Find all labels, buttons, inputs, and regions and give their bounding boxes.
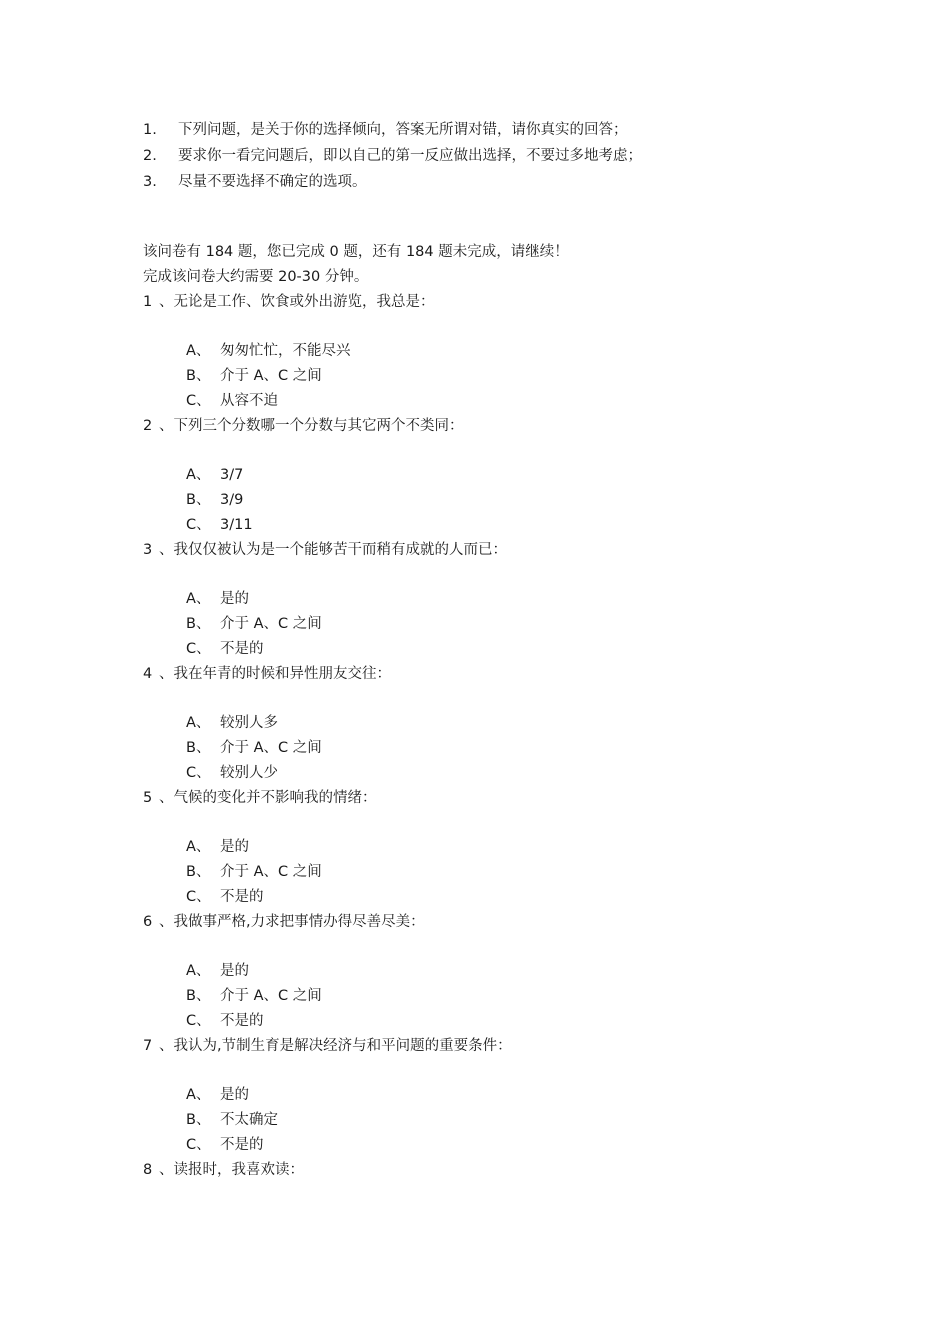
question-number: 7 xyxy=(143,1038,153,1054)
option-c[interactable] xyxy=(143,637,512,662)
question-title xyxy=(143,538,512,563)
question-text: 、我认为,节制生育是解决经济与和平问题的重要条件： xyxy=(159,1038,512,1054)
option-b[interactable] xyxy=(143,736,512,761)
option-text: 不是的 xyxy=(220,1137,264,1153)
option-text: 3/7 xyxy=(220,467,244,483)
option-text: 3/11 xyxy=(220,517,253,533)
option-c[interactable] xyxy=(143,761,512,786)
option-a[interactable] xyxy=(143,711,512,736)
question-title xyxy=(143,290,512,315)
option-letter: C、 xyxy=(186,393,211,409)
option-text: 是的 xyxy=(220,839,249,855)
option-text: 不是的 xyxy=(220,889,264,905)
question-title xyxy=(143,1158,512,1183)
question-title xyxy=(143,662,512,687)
option-text: 不太确定 xyxy=(220,1112,278,1128)
question-item xyxy=(143,1158,512,1183)
option-text: 不是的 xyxy=(220,1013,264,1029)
question-number: 8 xyxy=(143,1162,153,1178)
question-item xyxy=(143,290,512,414)
option-letter: B、 xyxy=(186,616,211,632)
option-letter: C、 xyxy=(186,1137,211,1153)
option-text: 匆匆忙忙，不能尽兴 xyxy=(220,343,351,359)
option-letter: B、 xyxy=(186,988,211,1004)
question-number: 3 xyxy=(143,542,153,558)
question-text: 、我在年青的时候和异性朋友交往： xyxy=(159,666,391,682)
option-letter: C、 xyxy=(186,641,211,657)
option-text: 介于 A、C 之间 xyxy=(220,616,322,632)
question-title xyxy=(143,1034,512,1059)
option-text: 是的 xyxy=(220,963,249,979)
option-letter: A、 xyxy=(186,343,211,359)
instruction-text: 要求你一看完问题后，即以自己的第一反应做出选择，不要过多地考虑； xyxy=(178,148,642,164)
option-b[interactable] xyxy=(143,612,512,637)
question-item xyxy=(143,662,512,786)
option-text: 介于 A、C 之间 xyxy=(220,368,322,384)
question-number: 1 xyxy=(143,294,153,310)
option-b[interactable] xyxy=(143,1108,512,1133)
question-text: 、下列三个分数哪一个分数与其它两个不类同： xyxy=(159,418,464,434)
option-letter: A、 xyxy=(186,839,211,855)
option-a[interactable] xyxy=(143,1083,512,1108)
option-letter: C、 xyxy=(186,1013,211,1029)
option-text: 介于 A、C 之间 xyxy=(220,740,322,756)
question-number: 2 xyxy=(143,418,153,434)
question-item xyxy=(143,414,512,538)
question-item xyxy=(143,538,512,662)
option-letter: A、 xyxy=(186,467,211,483)
option-c[interactable] xyxy=(143,885,512,910)
option-letter: C、 xyxy=(186,765,211,781)
question-text: 、无论是工作、饮食或外出游览，我总是： xyxy=(159,294,435,310)
option-b[interactable] xyxy=(143,984,512,1009)
option-a[interactable] xyxy=(143,463,512,488)
option-text: 3/9 xyxy=(220,492,244,508)
option-text: 不是的 xyxy=(220,641,264,657)
option-letter: B、 xyxy=(186,492,211,508)
question-title xyxy=(143,786,512,811)
option-letter: A、 xyxy=(186,591,211,607)
instruction-item xyxy=(143,143,642,169)
instruction-text: 下列问题，是关于你的选择倾向，答案无所谓对错，请你真实的回答； xyxy=(178,122,628,138)
duration-text: 完成该问卷大约需要 20-30 分钟。 xyxy=(143,269,369,285)
question-item xyxy=(143,786,512,910)
option-a[interactable] xyxy=(143,835,512,860)
option-text: 较别人少 xyxy=(220,765,278,781)
option-c[interactable] xyxy=(143,1133,512,1158)
questionnaire-meta xyxy=(143,240,569,290)
question-title xyxy=(143,414,512,439)
question-text: 、气候的变化并不影响我的情绪： xyxy=(159,790,377,806)
question-number: 6 xyxy=(143,914,153,930)
option-text: 是的 xyxy=(220,1087,249,1103)
question-number: 5 xyxy=(143,790,153,806)
option-letter: A、 xyxy=(186,715,211,731)
option-letter: B、 xyxy=(186,368,211,384)
question-item xyxy=(143,910,512,1034)
option-c[interactable] xyxy=(143,1009,512,1034)
instruction-item xyxy=(143,117,642,143)
option-text: 介于 A、C 之间 xyxy=(220,988,322,1004)
instruction-number: 2. xyxy=(143,148,157,164)
question-title xyxy=(143,910,512,935)
option-letter: C、 xyxy=(186,889,211,905)
instruction-item xyxy=(143,169,642,195)
option-letter: B、 xyxy=(186,1112,211,1128)
instruction-text: 尽量不要选择不确定的选项。 xyxy=(178,174,367,190)
question-number: 4 xyxy=(143,666,153,682)
option-text: 较别人多 xyxy=(220,715,278,731)
option-letter: B、 xyxy=(186,740,211,756)
option-letter: B、 xyxy=(186,864,211,880)
progress-text: 该问卷有 184 题，您已完成 0 题，还有 184 题未完成，请继续！ xyxy=(143,244,569,260)
question-item xyxy=(143,1034,512,1158)
question-list xyxy=(143,290,512,1183)
option-letter: A、 xyxy=(186,1087,211,1103)
option-a[interactable] xyxy=(143,959,512,984)
option-text: 介于 A、C 之间 xyxy=(220,864,322,880)
instruction-number: 1. xyxy=(143,122,157,138)
option-b[interactable] xyxy=(143,364,512,389)
option-letter: C、 xyxy=(186,517,211,533)
option-text: 从容不迫 xyxy=(220,393,278,409)
option-a[interactable] xyxy=(143,587,512,612)
option-b[interactable] xyxy=(143,860,512,885)
question-text: 、读报时，我喜欢读： xyxy=(159,1162,304,1178)
option-b[interactable] xyxy=(143,488,512,513)
question-text: 、我做事严格,力求把事情办得尽善尽美： xyxy=(159,914,425,930)
option-c[interactable] xyxy=(143,513,512,538)
question-text: 、我仅仅被认为是一个能够苦干而稍有成就的人而已： xyxy=(159,542,507,558)
option-text: 是的 xyxy=(220,591,249,607)
option-a[interactable] xyxy=(143,339,512,364)
instructions-list xyxy=(143,117,642,195)
option-letter: A、 xyxy=(186,963,211,979)
instruction-number: 3. xyxy=(143,174,157,190)
option-c[interactable] xyxy=(143,389,512,414)
